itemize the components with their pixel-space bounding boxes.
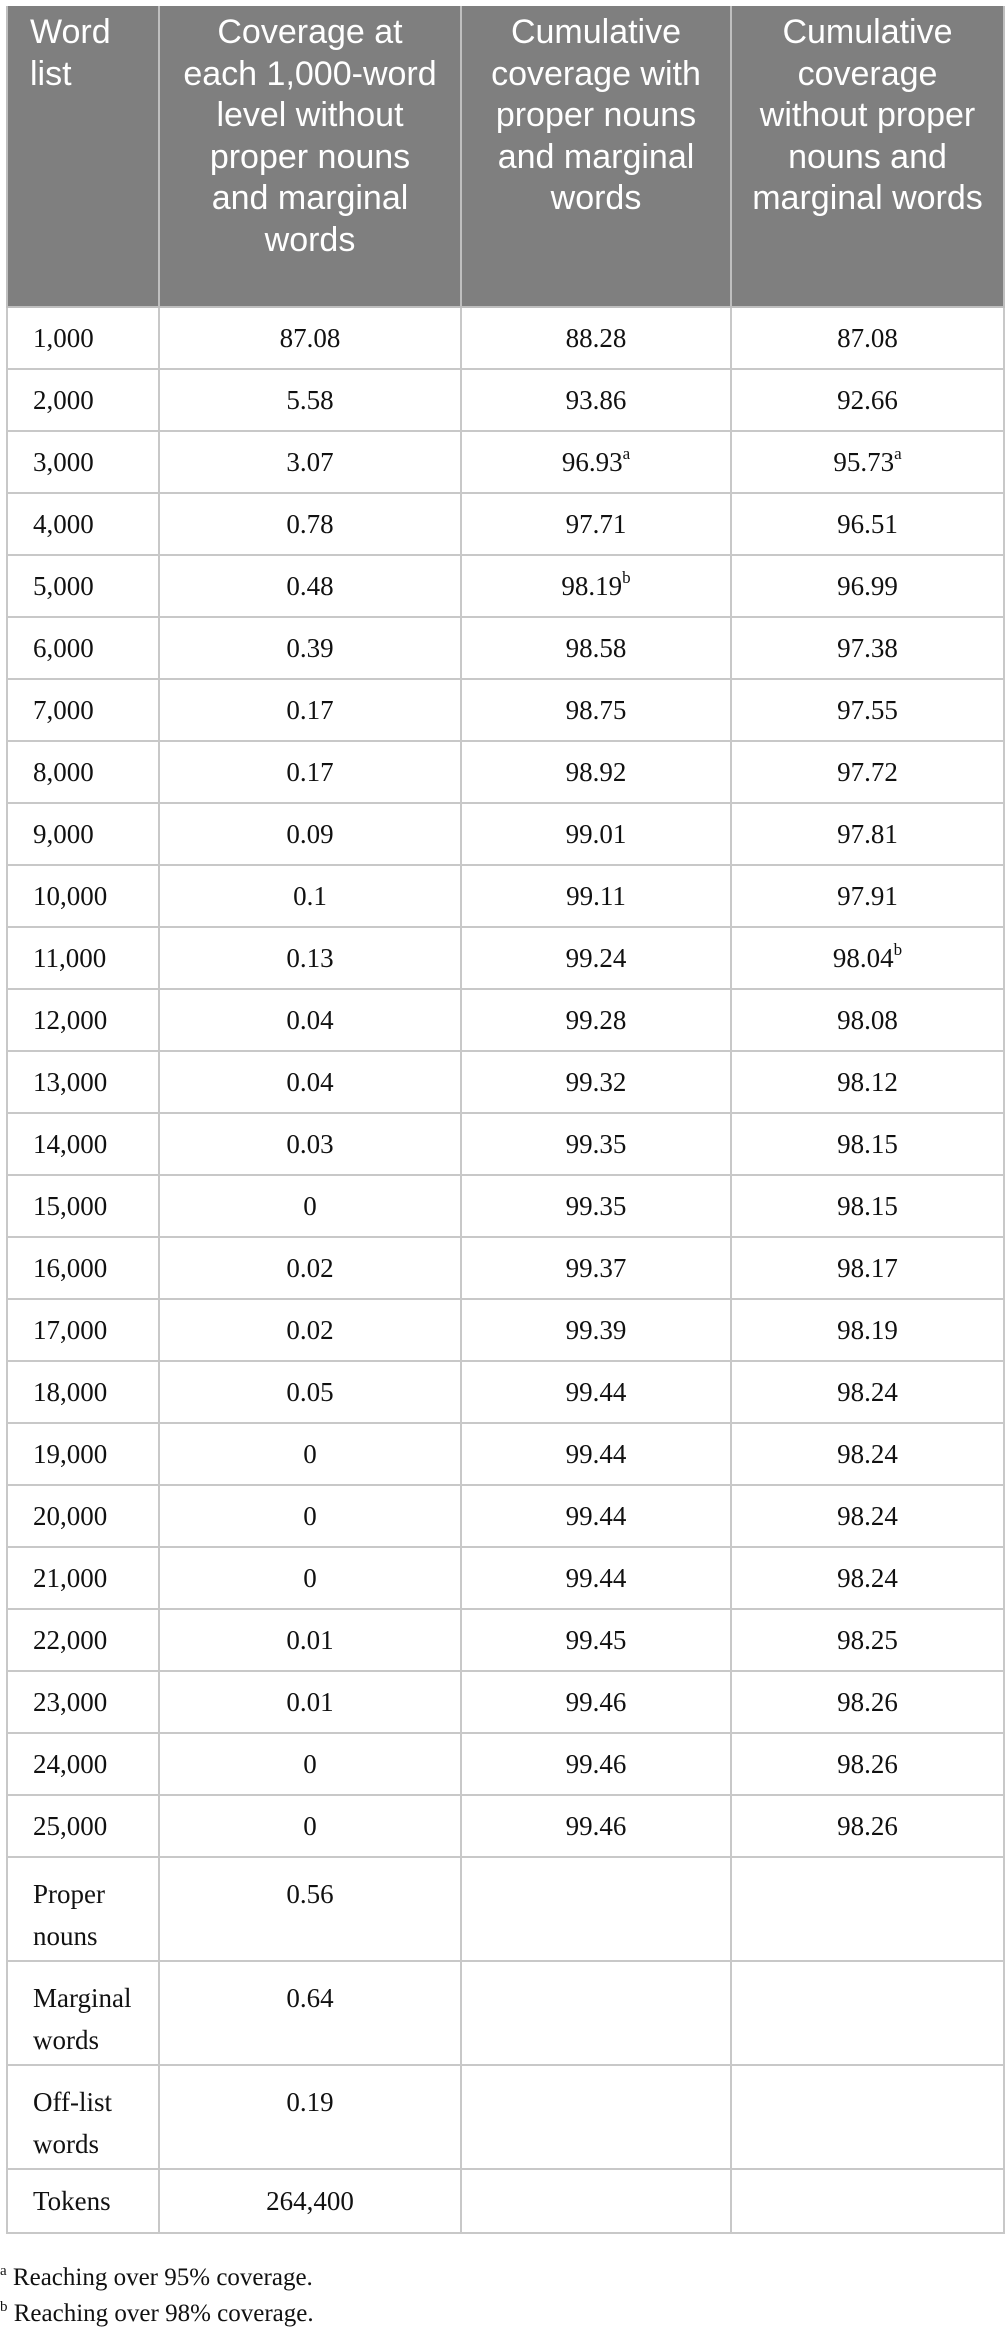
- cumulative-without-cell-value: 92.66: [837, 385, 898, 415]
- cumulative-without-cell: [731, 1733, 1004, 1795]
- cumulative-without-cell: [731, 617, 1004, 679]
- table-row: [7, 1175, 1004, 1237]
- word-list-cell: [7, 1961, 159, 2065]
- cumulative-without-cell: [731, 1361, 1004, 1423]
- coverage-cell: [159, 803, 461, 865]
- coverage-cell-value: 0.64: [286, 1983, 334, 2013]
- word-list-cell-value: 13,000: [33, 1067, 108, 1097]
- table-row: [7, 617, 1004, 679]
- cumulative-with-cell-value: 98.58: [565, 633, 627, 663]
- coverage-cell: [159, 1609, 461, 1671]
- footnote-text: Reaching over 95% coverage.: [12, 2264, 313, 2291]
- word-list-cell: [7, 803, 159, 865]
- table-body: [7, 307, 1004, 2233]
- table-row: [7, 1485, 1004, 1547]
- coverage-cell-value: 0.05: [286, 1377, 334, 1407]
- cumulative-with-cell-value: 99.11: [566, 881, 626, 911]
- coverage-cell-value: 0.17: [286, 757, 334, 787]
- coverage-cell-value: 0.78: [286, 509, 334, 539]
- cumulative-with-cell-value: 99.37: [565, 1253, 627, 1283]
- footnote-text: Reaching over 98% coverage.: [13, 2300, 314, 2327]
- word-list-cell: [7, 1547, 159, 1609]
- word-list-cell: [7, 617, 159, 679]
- footnote-marker: b: [622, 568, 631, 587]
- word-list-cell-value: Proper nouns: [33, 1879, 105, 1951]
- word-list-cell-value: 12,000: [33, 1005, 108, 1035]
- cumulative-with-cell: [461, 1299, 731, 1361]
- cumulative-without-cell-value: 98.08: [837, 1005, 898, 1035]
- word-list-cell-value: 18,000: [33, 1377, 108, 1407]
- word-list-cell-value: Marginal words: [33, 1983, 132, 2055]
- cumulative-with-cell: [461, 989, 731, 1051]
- word-list-cell: [7, 1299, 159, 1361]
- coverage-cell: [159, 865, 461, 927]
- cumulative-without-cell: [731, 555, 1004, 617]
- table-row: [7, 1547, 1004, 1609]
- tokens-cell-value: 264,400: [266, 2186, 354, 2216]
- tokens-cell: [159, 2169, 461, 2233]
- word-list-cell-value: 21,000: [33, 1563, 108, 1593]
- coverage-cell: [159, 1857, 461, 1961]
- cumulative-with-cell: [461, 803, 731, 865]
- coverage-cell-value: 0: [303, 1563, 317, 1593]
- cumulative-with-cell-value: 99.44: [565, 1377, 627, 1407]
- cumulative-with-cell-value: 99.35: [565, 1191, 627, 1221]
- cumulative-with-cell-value: 93.86: [565, 385, 627, 415]
- table-row: [7, 1051, 1004, 1113]
- cumulative-with-cell: [461, 741, 731, 803]
- coverage-cell: [159, 1361, 461, 1423]
- cumulative-without-cell: [731, 679, 1004, 741]
- word-list-cell-value: 11,000: [33, 943, 107, 973]
- coverage-cell-value: 0: [303, 1501, 317, 1531]
- table-row: [7, 679, 1004, 741]
- cumulative-with-cell: [461, 1423, 731, 1485]
- cumulative-without-cell: [731, 1485, 1004, 1547]
- coverage-table: [6, 6, 1005, 2234]
- cumulative-without-cell: [731, 803, 1004, 865]
- word-list-cell-value: 3,000: [33, 447, 94, 477]
- word-list-cell: [7, 1609, 159, 1671]
- header-coverage-each-level: Coverage at each 1,000-word level without proper nouns and marginal words: [159, 6, 461, 307]
- cumulative-with-cell-value: 98.19: [561, 571, 623, 601]
- cumulative-without-cell: [731, 989, 1004, 1051]
- cumulative-with-cell: [461, 1485, 731, 1547]
- cumulative-without-cell: [731, 927, 1004, 989]
- cumulative-with-cell: [461, 1051, 731, 1113]
- table-container: [6, 6, 1003, 2234]
- cumulative-with-cell-value: 99.01: [565, 819, 627, 849]
- word-list-cell: [7, 1175, 159, 1237]
- coverage-cell: [159, 555, 461, 617]
- cumulative-without-cell: [731, 2169, 1004, 2233]
- cumulative-with-cell-value: 99.44: [565, 1501, 627, 1531]
- footnote-marker: b: [893, 940, 903, 959]
- cumulative-without-cell: [731, 431, 1004, 493]
- cumulative-without-cell-value: 98.19: [837, 1315, 898, 1345]
- word-list-cell-value: 6,000: [33, 633, 94, 663]
- word-list-cell-value: 16,000: [33, 1253, 108, 1283]
- table-row: [7, 1961, 1004, 2065]
- cumulative-without-cell: [731, 1051, 1004, 1113]
- cumulative-with-cell-value: 97.71: [565, 509, 627, 539]
- table-row: [7, 1237, 1004, 1299]
- coverage-cell-value: 0: [303, 1749, 317, 1779]
- coverage-cell-value: 0.56: [286, 1879, 334, 1909]
- coverage-cell: [159, 1299, 461, 1361]
- coverage-cell-value: 0.39: [286, 633, 334, 663]
- coverage-cell: [159, 307, 461, 369]
- coverage-cell: [159, 1961, 461, 2065]
- cumulative-with-cell: [461, 865, 731, 927]
- word-list-cell-value: 17,000: [33, 1315, 108, 1345]
- cumulative-with-cell: [461, 1175, 731, 1237]
- table-row: [7, 493, 1004, 555]
- table-row: [7, 865, 1004, 927]
- cumulative-without-cell-value: 98.26: [837, 1811, 898, 1841]
- cumulative-without-cell-value: 87.08: [837, 323, 898, 353]
- header-cumulative-with: Cumulative coverage with proper nouns and marginal words: [461, 6, 731, 307]
- footnote-mark: a: [0, 2262, 7, 2279]
- word-list-cell-value: 25,000: [33, 1811, 108, 1841]
- cumulative-with-cell: [461, 307, 731, 369]
- word-list-cell: [7, 369, 159, 431]
- coverage-cell: [159, 1671, 461, 1733]
- header-word-list: Word list: [7, 6, 159, 307]
- coverage-cell: [159, 617, 461, 679]
- table-row: [7, 1299, 1004, 1361]
- coverage-cell-value: 3.07: [286, 447, 334, 477]
- table-header-row: [7, 6, 1004, 307]
- word-list-cell: [7, 307, 159, 369]
- table-row: [7, 1733, 1004, 1795]
- cumulative-with-cell: [461, 927, 731, 989]
- coverage-cell-value: 0.04: [286, 1005, 334, 1035]
- footnote-marker: a: [894, 444, 902, 463]
- coverage-cell-value: 0.09: [286, 819, 334, 849]
- word-list-cell: [7, 555, 159, 617]
- coverage-cell: [159, 431, 461, 493]
- cumulative-without-cell: [731, 1113, 1004, 1175]
- cumulative-without-cell: [731, 2065, 1004, 2169]
- word-list-cell-value: 9,000: [33, 819, 94, 849]
- cumulative-without-cell: [731, 1299, 1004, 1361]
- cumulative-with-cell: [461, 431, 731, 493]
- cumulative-with-cell-value: 99.45: [565, 1625, 627, 1655]
- cumulative-without-cell: [731, 493, 1004, 555]
- cumulative-with-cell: [461, 1857, 731, 1961]
- cumulative-without-cell-value: 98.17: [837, 1253, 898, 1283]
- coverage-cell-value: 0.01: [286, 1625, 334, 1655]
- table-row: [7, 1671, 1004, 1733]
- coverage-cell: [159, 927, 461, 989]
- cumulative-with-cell: [461, 1671, 731, 1733]
- table-row: [7, 1609, 1004, 1671]
- cumulative-without-cell-value: 97.91: [837, 881, 898, 911]
- word-list-cell-value: Tokens: [33, 2186, 111, 2216]
- cumulative-without-cell-value: 98.24: [837, 1377, 898, 1407]
- cumulative-with-cell: [461, 1361, 731, 1423]
- cumulative-with-cell: [461, 493, 731, 555]
- word-list-cell: [7, 431, 159, 493]
- word-list-cell: [7, 1671, 159, 1733]
- word-list-cell-value: 1,000: [33, 323, 94, 353]
- word-list-cell: [7, 493, 159, 555]
- coverage-cell: [159, 1423, 461, 1485]
- cumulative-without-cell-value: 97.55: [837, 695, 898, 725]
- cumulative-with-cell: [461, 1547, 731, 1609]
- word-list-cell-value: 23,000: [33, 1687, 108, 1717]
- word-list-cell-value: 2,000: [33, 385, 94, 415]
- cumulative-with-cell: [461, 1237, 731, 1299]
- coverage-cell: [159, 1547, 461, 1609]
- cumulative-with-cell-value: 99.24: [565, 943, 627, 973]
- cumulative-with-cell-value: 99.44: [565, 1439, 627, 1469]
- cumulative-with-cell-value: 99.28: [565, 1005, 627, 1035]
- word-list-cell: [7, 1113, 159, 1175]
- cumulative-without-cell-value: 98.15: [837, 1129, 898, 1159]
- table-row: [7, 431, 1004, 493]
- cumulative-without-cell: [731, 1857, 1004, 1961]
- cumulative-without-cell: [731, 1547, 1004, 1609]
- cumulative-with-cell-value: 99.39: [565, 1315, 627, 1345]
- cumulative-without-cell: [731, 369, 1004, 431]
- word-list-cell: [7, 865, 159, 927]
- cumulative-without-cell-value: 95.73: [833, 447, 895, 477]
- cumulative-with-cell: [461, 1113, 731, 1175]
- table-row: [7, 307, 1004, 369]
- coverage-cell-value: 0.04: [286, 1067, 334, 1097]
- cumulative-without-cell-value: 97.81: [837, 819, 898, 849]
- word-list-cell: [7, 989, 159, 1051]
- word-list-cell-value: Off-list words: [33, 2087, 112, 2159]
- table-row: [7, 1423, 1004, 1485]
- word-list-cell: [7, 1733, 159, 1795]
- cumulative-without-cell: [731, 1795, 1004, 1857]
- table-row: [7, 989, 1004, 1051]
- coverage-cell: [159, 1051, 461, 1113]
- table-row: [7, 555, 1004, 617]
- cumulative-with-cell-value: 99.46: [565, 1687, 627, 1717]
- word-list-cell-value: 4,000: [33, 509, 94, 539]
- word-list-cell: [7, 741, 159, 803]
- cumulative-with-cell: [461, 1961, 731, 2065]
- coverage-cell-value: 0.02: [286, 1315, 334, 1345]
- word-list-cell: [7, 679, 159, 741]
- word-list-cell: [7, 1051, 159, 1113]
- word-list-cell-value: 7,000: [33, 695, 94, 725]
- coverage-cell-value: 0.1: [293, 881, 327, 911]
- cumulative-without-cell-value: 98.25: [837, 1625, 898, 1655]
- coverage-cell-value: 0.48: [286, 571, 334, 601]
- word-list-cell: [7, 1857, 159, 1961]
- footnote-a: [0, 2260, 314, 2296]
- coverage-cell-value: 0.13: [286, 943, 334, 973]
- word-list-cell: [7, 2169, 159, 2233]
- cumulative-with-cell-value: 98.75: [565, 695, 627, 725]
- cumulative-without-cell-value: 96.99: [837, 571, 898, 601]
- coverage-cell-value: 87.08: [279, 323, 341, 353]
- word-list-cell-value: 15,000: [33, 1191, 108, 1221]
- cumulative-without-cell: [731, 1671, 1004, 1733]
- cumulative-with-cell: [461, 679, 731, 741]
- cumulative-with-cell: [461, 1733, 731, 1795]
- cumulative-without-cell: [731, 1175, 1004, 1237]
- coverage-cell-value: 5.58: [286, 385, 334, 415]
- cumulative-with-cell-value: 99.46: [565, 1811, 627, 1841]
- table-row: [7, 369, 1004, 431]
- coverage-cell: [159, 369, 461, 431]
- cumulative-without-cell-value: 98.12: [837, 1067, 898, 1097]
- word-list-cell: [7, 2065, 159, 2169]
- table-row: [7, 741, 1004, 803]
- cumulative-without-cell: [731, 741, 1004, 803]
- cumulative-without-cell-value: 98.24: [837, 1563, 898, 1593]
- table-row: [7, 803, 1004, 865]
- cumulative-with-cell-value: 96.93: [561, 447, 623, 477]
- word-list-cell: [7, 1485, 159, 1547]
- coverage-cell-value: 0.02: [286, 1253, 334, 1283]
- coverage-cell: [159, 2065, 461, 2169]
- coverage-cell: [159, 989, 461, 1051]
- cumulative-without-cell: [731, 1609, 1004, 1671]
- cumulative-without-cell: [731, 865, 1004, 927]
- coverage-cell-value: 0.01: [286, 1687, 334, 1717]
- cumulative-with-cell-value: 99.44: [565, 1563, 627, 1593]
- coverage-cell-value: 0.19: [286, 2087, 334, 2117]
- tokens-row: [7, 2169, 1004, 2233]
- cumulative-with-cell: [461, 2169, 731, 2233]
- cumulative-without-cell: [731, 1961, 1004, 2065]
- cumulative-with-cell: [461, 369, 731, 431]
- coverage-cell: [159, 1485, 461, 1547]
- coverage-cell-value: 0.03: [286, 1129, 334, 1159]
- word-list-cell-value: 22,000: [33, 1625, 108, 1655]
- cumulative-without-cell-value: 97.38: [837, 633, 898, 663]
- coverage-cell-value: 0: [303, 1439, 317, 1469]
- coverage-cell: [159, 1795, 461, 1857]
- table-row: [7, 1361, 1004, 1423]
- word-list-cell-value: 14,000: [33, 1129, 108, 1159]
- cumulative-without-cell-value: 98.04: [832, 943, 894, 973]
- footnote-marker: a: [622, 444, 631, 463]
- word-list-cell: [7, 1237, 159, 1299]
- cumulative-without-cell-value: 98.24: [837, 1501, 898, 1531]
- cumulative-with-cell: [461, 2065, 731, 2169]
- cumulative-without-cell-value: 98.26: [837, 1687, 898, 1717]
- coverage-cell-value: 0.17: [286, 695, 334, 725]
- coverage-cell: [159, 1113, 461, 1175]
- cumulative-without-cell-value: 96.51: [837, 509, 898, 539]
- coverage-cell: [159, 679, 461, 741]
- coverage-cell: [159, 741, 461, 803]
- coverage-cell-value: 0: [303, 1811, 317, 1841]
- coverage-cell: [159, 1733, 461, 1795]
- word-list-cell-value: 5,000: [33, 571, 94, 601]
- word-list-cell-value: 24,000: [33, 1749, 108, 1779]
- table-row: [7, 2065, 1004, 2169]
- table-row: [7, 1857, 1004, 1961]
- cumulative-with-cell: [461, 1609, 731, 1671]
- word-list-cell: [7, 1423, 159, 1485]
- word-list-cell-value: 19,000: [33, 1439, 108, 1469]
- word-list-cell-value: 10,000: [33, 881, 108, 911]
- cumulative-with-cell-value: 88.28: [565, 323, 627, 353]
- cumulative-with-cell-value: 99.46: [565, 1749, 627, 1779]
- cumulative-without-cell: [731, 307, 1004, 369]
- coverage-cell: [159, 1237, 461, 1299]
- cumulative-with-cell: [461, 1795, 731, 1857]
- header-cumulative-without: Cumulative coverage without proper nouns and marginal words: [731, 6, 1004, 307]
- cumulative-without-cell-value: 98.26: [837, 1749, 898, 1779]
- cumulative-with-cell-value: 99.32: [565, 1067, 627, 1097]
- cumulative-without-cell-value: 98.24: [837, 1439, 898, 1469]
- cumulative-without-cell-value: 98.15: [837, 1191, 898, 1221]
- word-list-cell-value: 8,000: [33, 757, 94, 787]
- cumulative-without-cell-value: 97.72: [837, 757, 898, 787]
- cumulative-without-cell: [731, 1423, 1004, 1485]
- table-row: [7, 927, 1004, 989]
- table-row: [7, 1113, 1004, 1175]
- coverage-cell: [159, 493, 461, 555]
- footnote-b: [0, 2296, 314, 2332]
- footnote-mark: b: [0, 2298, 8, 2315]
- word-list-cell: [7, 1795, 159, 1857]
- cumulative-with-cell: [461, 617, 731, 679]
- coverage-cell-value: 0: [303, 1191, 317, 1221]
- word-list-cell: [7, 927, 159, 989]
- coverage-cell: [159, 1175, 461, 1237]
- word-list-cell-value: 20,000: [33, 1501, 108, 1531]
- cumulative-with-cell-value: 99.35: [565, 1129, 627, 1159]
- cumulative-without-cell: [731, 1237, 1004, 1299]
- cumulative-with-cell-value: 98.92: [565, 757, 627, 787]
- footnotes: [0, 2260, 314, 2332]
- table-row: [7, 1795, 1004, 1857]
- word-list-cell: [7, 1361, 159, 1423]
- cumulative-with-cell: [461, 555, 731, 617]
